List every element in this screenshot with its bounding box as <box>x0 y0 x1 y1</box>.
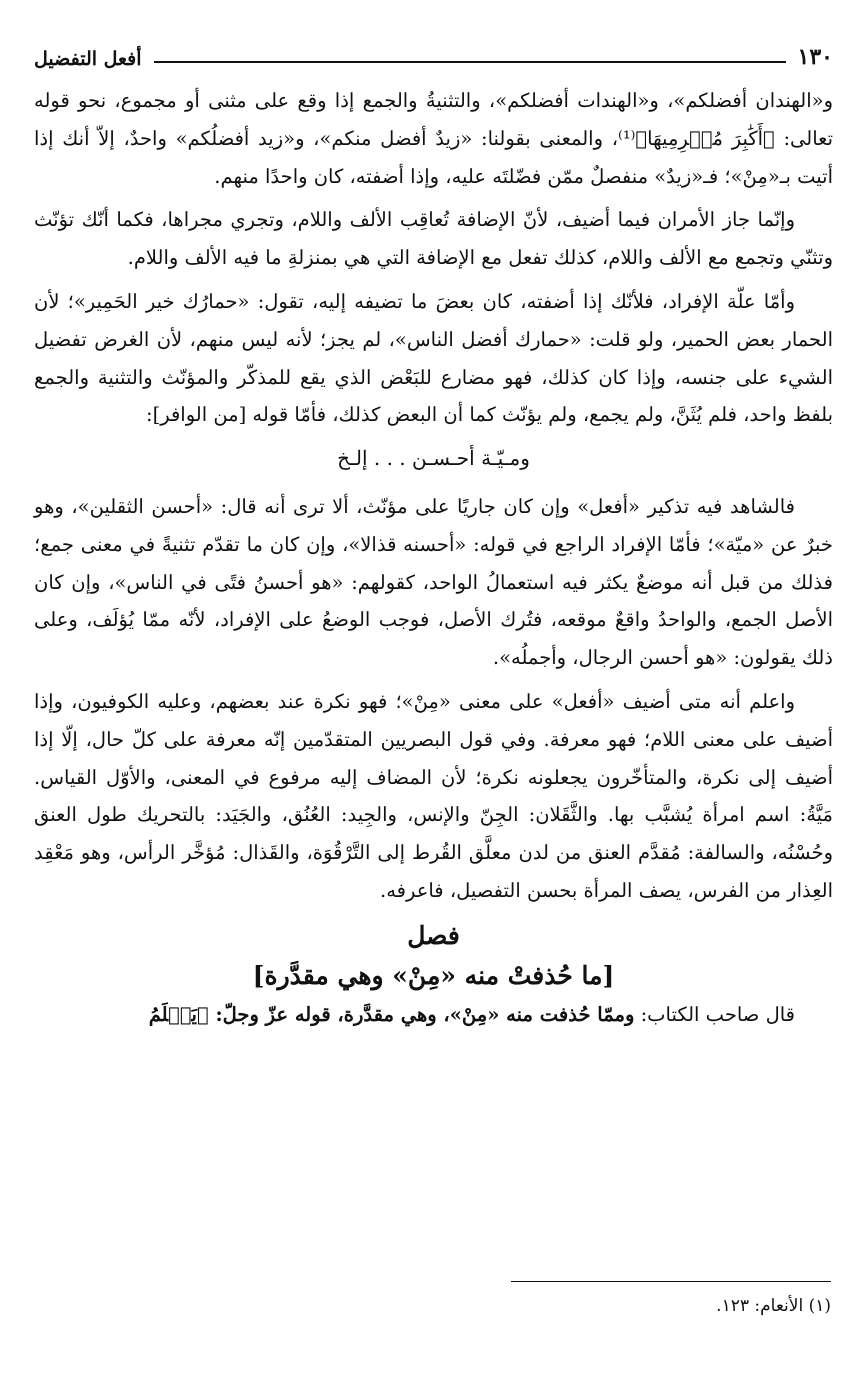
paragraph: واعلم أنه متى أضيف «أفعل» على معنى «مِنْ»؛ فهو نكرة عند بعضهم، وعليه الكوفيون، وإذا أضيف على معنى اللام؛ فهو معرفة. وفي قول البصريين المتقدّمين إنّه معرفة على كلّ حال، إلّا إذا أضيف إلى نكرة، والمتأخّرون يجعلونه نكرة؛ لأن المضاف إليه مرفوع في المعنى، والأوّل القياس. مَيَّةُ: اسم امرأة يُشبَّب بها. والثَّقَلان: الجِنّ والإنس، والجِيد: العُنُق، والجَيَد: بالتحريك طول العنق وحُسْنُه، والسالفة: مُقدَّم العنق من لدن معلَّق القُرط إلى التَّرْقُوَة، والقَذال: مُؤخَّر الرأس، وهو مَعْقِد العِذار من الفرس، يصف المرأة بحسن التفصيل، فاعرفه. <box>34 689 833 902</box>
section-subtitle: [ما حُذفتْ منه «مِنْ» وهي مقدَّرة] <box>252 960 615 990</box>
closing-paragraph <box>34 996 833 1034</box>
paragraph: وإنّما جاز الأمران فيما أضيف، لأنّ الإضافة تُعاقِب الألف واللام، وتجري مجراها، فكما أنّك تؤنّث وتثنّي وتجمع مع الألف واللام، كذلك تفعل مع الإضافة التي هي بمنزلةِ ما فيه الألف واللام. <box>34 208 833 270</box>
closing-bold-text: وممّا حُذفت منه «مِنْ»، وهي مقدَّرة، قوله عزّ وجلّ: ﴿يَعۡلَمُ <box>148 1002 635 1026</box>
page-header <box>34 36 833 70</box>
paragraph: و«الهندان أفضلكم»، و«الهندات أفضلكم»، والتثنيةُ والجمع إذا وقع على مثنى أو مجموع، نحو قوله تعالى: ﴿أَكَٰبِرَ مُجۡرِمِيهَا﴾⁽¹⁾، والمعنى بقولنا: «زيدٌ أفضل منكم»، و«زيد أفضلُكم» واحدٌ، إلاّ أنك إذا أتيت بـ«مِنْ»؛ فـ«زيدٌ» منفصلٌ ممّن فضّلتَه عليه، وإذا أضفته، كان واحدًا منهم. <box>34 89 833 188</box>
running-title: أفعل التفضيل <box>34 48 142 70</box>
page-number: ١٣٠ <box>797 44 833 70</box>
header-rule <box>154 61 786 63</box>
closing-plain-text: قال صاحب الكتاب: <box>634 1002 795 1026</box>
page-body <box>34 82 833 1034</box>
section-title: فصل <box>407 920 460 950</box>
footnote-rule <box>511 1281 831 1282</box>
verse-line: ومـيّـة أحـسـن . . . إلـخ <box>337 446 530 471</box>
paragraph: فالشاهد فيه تذكير «أفعل» وإن كان جاريًا على مؤنّث، ألا ترى أنه قال: «أحسن الثقلين»، وهو خبرٌ عن «ميّة»؛ فأمّا الإفراد الراجع في قوله: «أحسنه قذالا»، وإن كان ما تقدّم تثنيةً في معنى جمع؛ فذلك من قبل أنه موضعٌ يكثر فيه استعمالُ الواحد، كقولهم: «هو أحسنُ فتًى في الناس»، وإن كان الأصل الجمع، والواحدُ واقعٌ موقعه، فتُرك الأصل، فوجب الوضعُ على الإفراد، لأنّه ممّا يُؤلَف، وعلى ذلك يقولون: «هو أحسن الرجال، وأجملُه». <box>34 494 833 670</box>
paragraph: وأمّا علّة الإفراد، فلأنّك إذا أضفته، كان بعضَ ما تضيفه إليه، تقول: «حمارُك خير الحَمِير»؛ لأن الحمار بعض الحمير، ولو قلت: «حمارك أفضل الناس»، لم يجز؛ لأنه ليس منهم، لأن الغرض تفضيل الشيء على جنسه، وإذا كان كذلك، فهو مضارع للبَعْض الذي يقع للمذكّر والمؤنّث والتثنية والجمع بلفظ واحد، فلم يُثَنَّ، ولم يجمع، ولم يؤنّث كما أن البعض كذلك، فأمّا قوله [من الوافر]: <box>34 289 833 427</box>
footnote: (١) الأنعام: ١٢٣. <box>716 1296 831 1316</box>
